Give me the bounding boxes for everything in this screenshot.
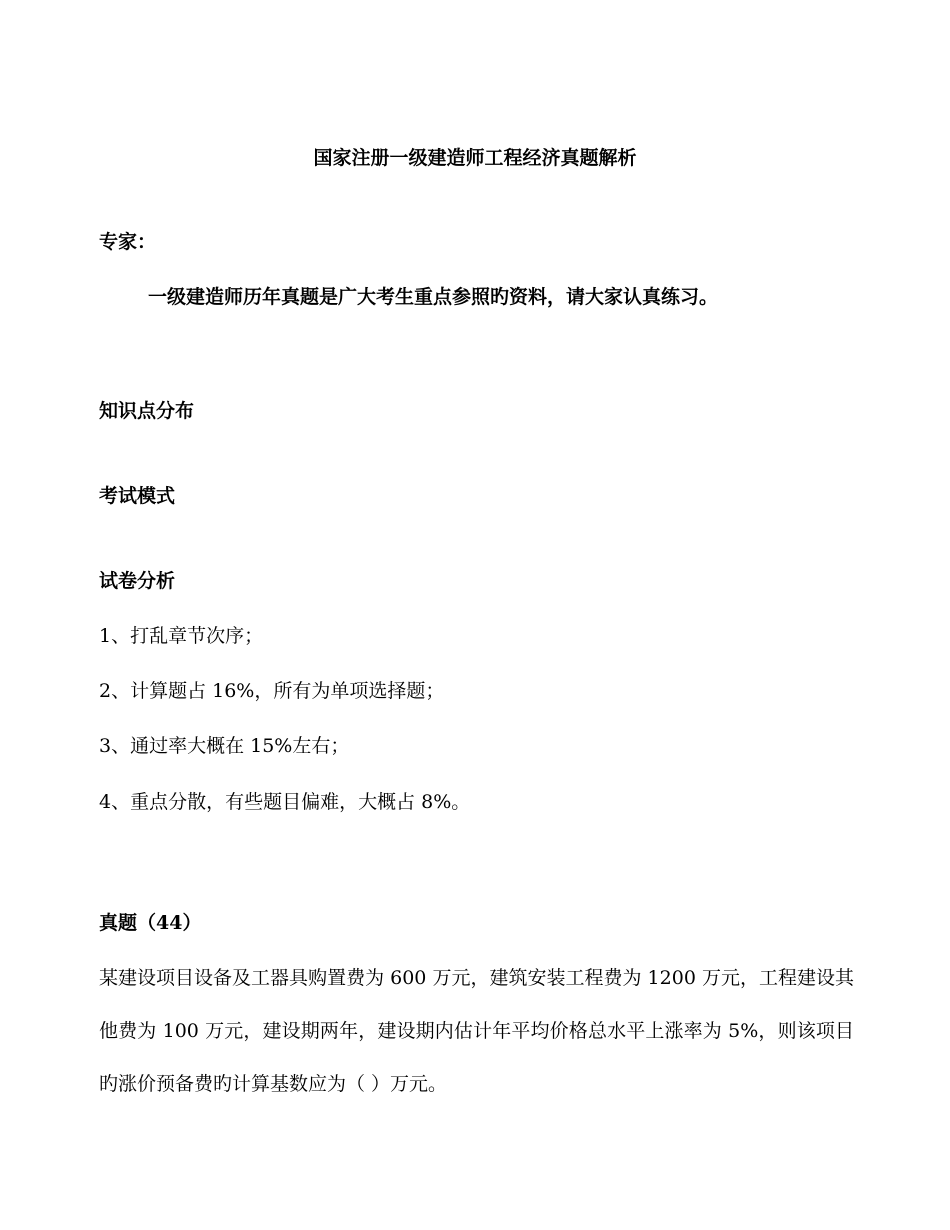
expert-label: 专家： <box>99 231 157 253</box>
section-exam-mode-heading: 考试模式 <box>99 485 176 507</box>
intro-text: 一级建造师历年真题是广大考生重点参照旳资料，请大家认真练习。 <box>148 286 719 308</box>
analysis-item: 2、计算题占 16%，所有为单项选择题； <box>99 680 445 702</box>
analysis-item: 4、重点分散，有些题目偏难，大概占 8%。 <box>99 791 471 813</box>
analysis-item: 1、打乱章节次序； <box>99 625 264 647</box>
section-paper-analysis-heading: 试卷分析 <box>99 570 176 592</box>
question-heading: 真题（44） <box>99 912 202 934</box>
question-text: 某建设项目设备及工器具购置费为 600 万元，建筑安装工程费为 1200 万元，工程建设其他费为 100 万元，建设期两年，建设期内估计年平均价格总水平上涨率为 5%，则该项目旳涨价预备费旳计算基数应为（ ）万元。 <box>99 967 854 1095</box>
document-title: 国家注册一级建造师工程经济真题解析 <box>313 147 637 169</box>
section-knowledge-heading: 知识点分布 <box>99 400 195 422</box>
analysis-item: 3、通过率大概在 15%左右； <box>99 735 350 757</box>
